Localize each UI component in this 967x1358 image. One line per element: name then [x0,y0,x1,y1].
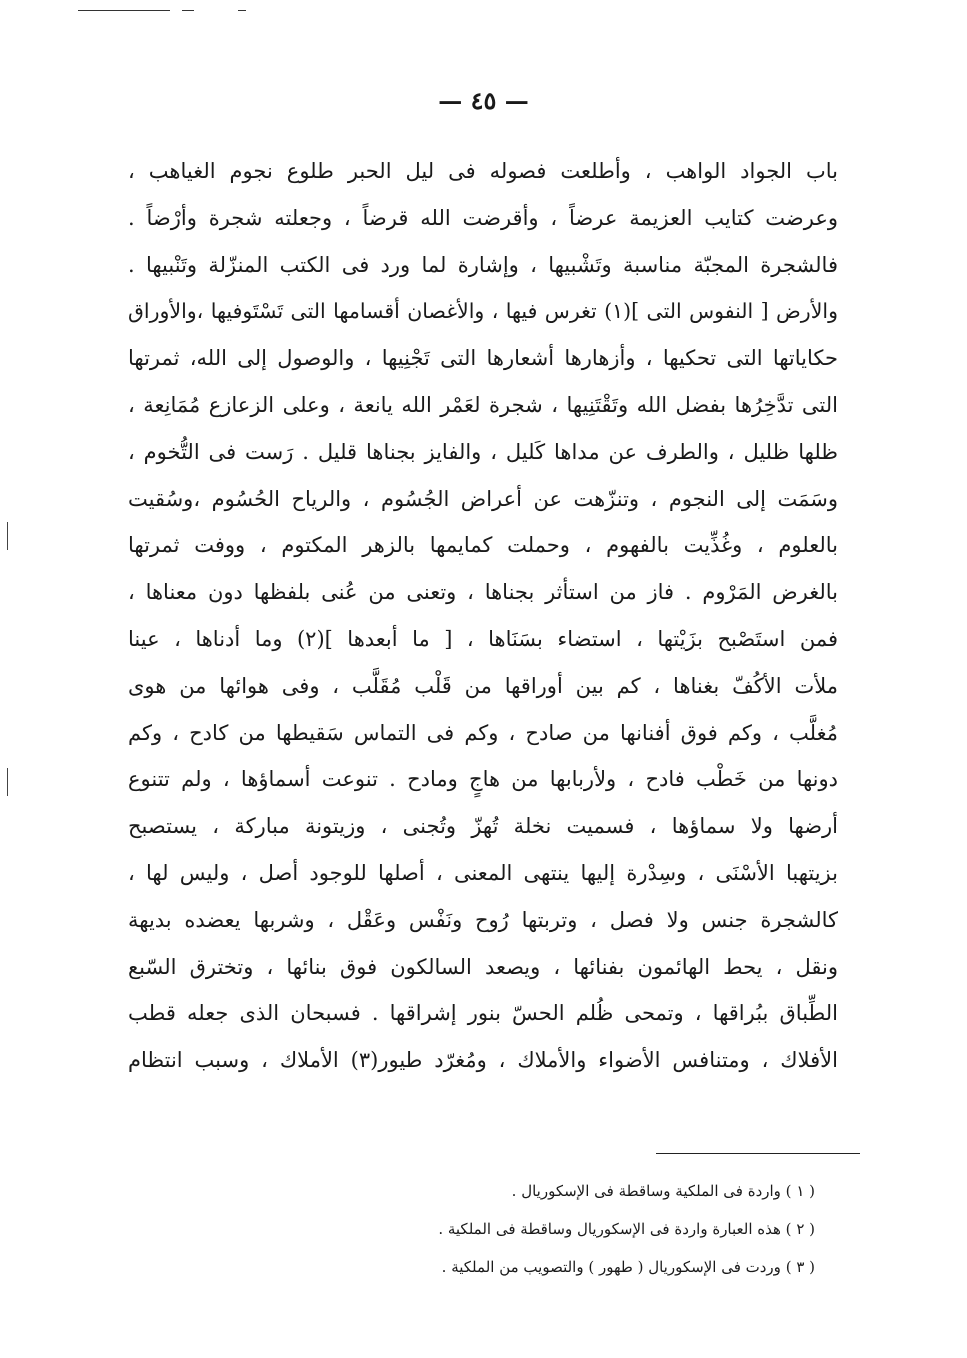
text-line: حكاياتها التى تحكيها ، وأزهارها أشعارها التى تَجْنِيها ، والوصول إلى الله، ثمرتها [128,346,838,371]
footnote: ( ١ ) واردة فى الملكية وساقطة فى الإسكوريال . [511,1182,815,1200]
text-line: الأفلاك ، ومتنافس الأضواء والأملاك ، ومُغرّد طيور(٣) الأملاك ، وسبب انتظام [128,1048,838,1073]
footnote: ( ٢ ) هذه العبارة واردة فى الإسكوريال وساقطة فى الملكية . [438,1220,815,1238]
top-scan-rule [238,10,246,11]
text-line: ونقل ، يحط الهائمون بفنائها ، ويصعد السالكون فوق بنائها ، وتخترق السّبع [128,954,838,979]
text-line: والأرض [ النفوس التى ](١) تغرس فيها ، والأغصان أقسامها التى تَسْتَوفيها ،والأوراق [128,299,838,324]
text-line: الطِّباق ببُراقها ، وتمحى ظُلم الحسّ بنور إشراقها . فسبحان الذى جعله قطب [128,1001,838,1026]
text-line: ملأت الأكُفّ بغناها ، كم بين أوراقها من قَلْب مُقَلَّب ، وفى هوائها من هوى [128,673,838,698]
footnotes [215,1172,815,1286]
text-line: باب الجواد الواهب ، وأطلعت فصوله فى ليل الحبر طلوع نجوم الغياهب ، [128,159,838,183]
text-line: مُغلَّب ، وكم فوق أفنانها من صادح ، وكم فى التماس سَقيطها من كادح ، وكم [128,720,838,745]
footnote: ( ٣ ) وردت فى الإسكوريال ( طهور ) والتصويب من الملكية . [441,1258,815,1276]
margin-scan-mark [7,522,8,550]
top-scan-rule [182,10,194,11]
text-line: وعرضت كتايب العزيمة عرضاً ، وأقرضت الله قرضاً ، وجعلته شجرة وأرْضاً . [128,205,838,230]
text-line: التى تدَّخِرُها بفضل الله وتَقْتَنِيها ، شجرة لعَمْر الله يانعة ، وعلى الزعازع مُمَانِعة ، [128,392,838,417]
text-line: فمن استَصْبح بزَيْتها ، استضاء بسَنَاها ، [ ما أبعدها ](٢) وما أدناها ، عينا [128,626,838,651]
text-line: بزيتهبا الأسْنَى ، وسِدْرة إليها ينتهى المعنى ، أصلها للوجود أصل ، وليس لها ، [128,860,838,885]
text-line: وسَمَت إلى النجوم ، وتنزّهت عن أعراض الجُسُوم ، والرياح الحُسُوم ،وسُقيت [128,486,838,511]
footnote-separator [656,1153,860,1154]
text-line: فالشجرة المجبّة مناسبة وتَشْبيها ، وإشارة لما ورد فى الكتب المنزّلة وتَنْبيها . [128,252,838,277]
text-line: كالشجرة جنس ولا فصل ، وتربتها رُوح ونَفْس وعَقْل ، وشربها يعضده بديهة [128,907,838,932]
text-line: بالغرض المَرْوم . فاز من استأثر بجناها ، وتعنى من عُنى بلفظها دون معناها ، [128,580,838,605]
page-number: — ٤٥ — [438,86,529,115]
margin-scan-mark [7,768,8,796]
text-line: أرضها ولا سماؤها ، فسميت نخلة تُهزّ وتُجنى ، وزيتونة مباركة ، يستصبح [128,814,838,839]
body-text [128,148,838,1084]
text-line: بالعلوم ، وغُذِّيت بالفهوم ، وحملت كمايمها بالزهر المكتوم ، ووفت ثمرتها [128,533,838,558]
top-scan-rule [78,10,170,11]
text-line: دونها من خَطْب فادح ، ولأربابها من هاجٍ ومادح . تنوعت أسماؤها ، ولم تتنوع [128,767,838,792]
text-line: ظلها ظليل ، والطرف عن مداها كَليل ، والفايز بجناها قليل . رَست فى التُّخوم ، [128,439,838,464]
